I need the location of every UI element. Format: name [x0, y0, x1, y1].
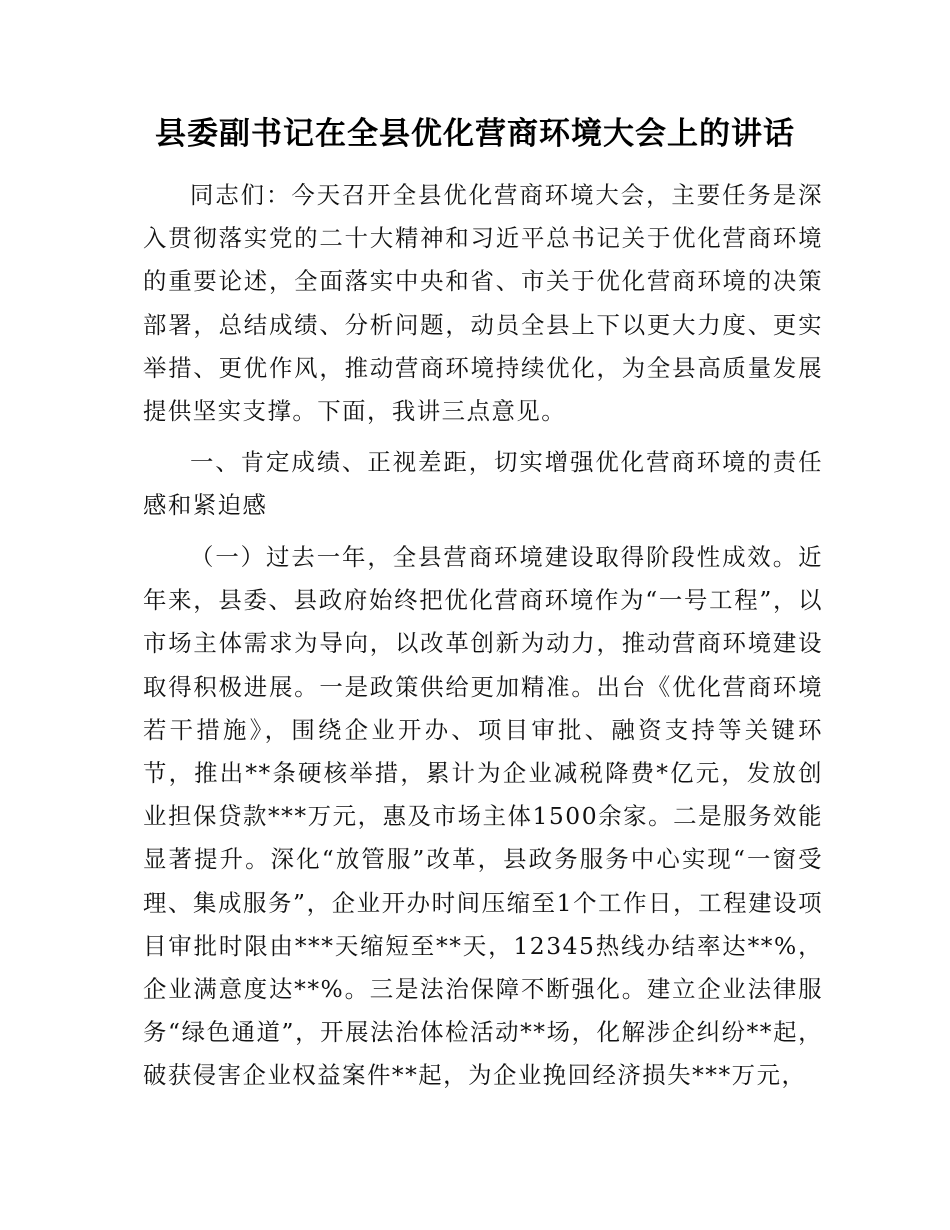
opening-paragraph: 同志们：今天召开全县优化营商环境大会，主要任务是深入贯彻落实党的二十大精神和习近平总书记关于优化营商环境的重要论述，全面落实中央和省、市关于优化营商环境的决策部署，总结成绩、分析问题，动员全县上下以更大力度、更实举措、更优作风，推动营商环境持续优化，为全县高质量发展提供坚实支撑。下面，我讲三点意见。: [143, 181, 823, 426]
section-1-paragraph-1: （一）过去一年，全县营商环境建设取得阶段性成效。近年来，县委、县政府始终把优化营商环境作为“一号工程”，以市场主体需求为导向，以改革创新为动力，推动营商环境建设取得积极进展。一是政策供给更加精准。出台《优化营商环境若干措施》，围绕企业开办、项目审批、融资支持等关键环节，推出**条硬核举措，累计为企业减税降费*亿元，发放创业担保贷款***万元，惠及市场主体1500余家。二是服务效能显著提升。深化“放管服”改革，县政务服务中心实现“一窗受理、集成服务”，企业开办时间压缩至1个工作日，工程建设项目审批时限由***天缩短至**天，12345热线办结率达**%，企业满意度达**%。三是法治保障不断强化。建立企业法律服务“绿色通道”，开展法治体检活动**场，化解涉企纠纷**起，破获侵害企业权益案件**起，为企业挽回经济损失***万元，: [143, 543, 823, 1090]
section-heading-1: 一、肯定成绩、正视差距，切实增强优化营商环境的责任感和紧迫感: [143, 448, 823, 520]
document-title: 县委副书记在全县优化营商环境大会上的讲话: [155, 116, 795, 152]
